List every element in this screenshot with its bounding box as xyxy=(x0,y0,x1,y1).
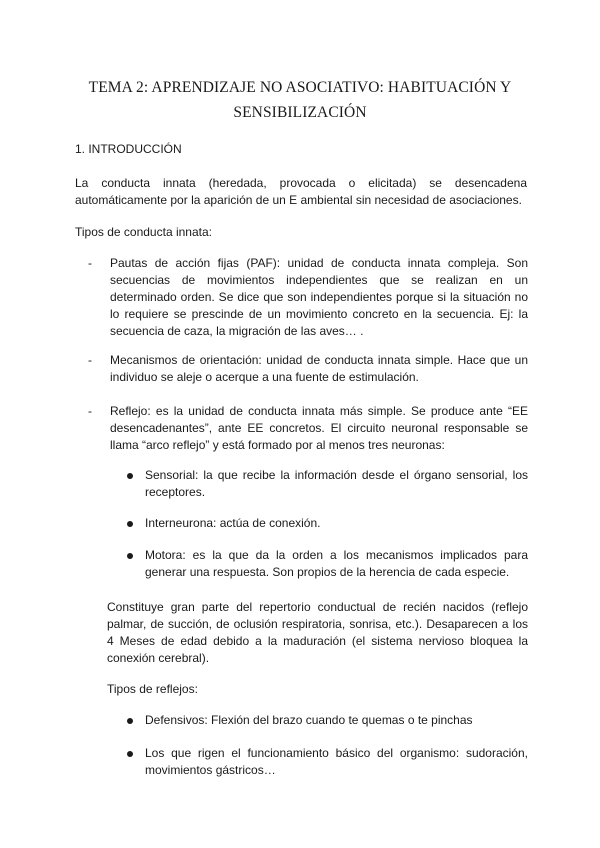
bullet-item-basic-functions xyxy=(127,745,528,779)
bullet-item-interneurona xyxy=(127,515,528,532)
dash-marker: - xyxy=(88,404,92,418)
list-item-reflex xyxy=(88,403,528,454)
list-item-orientation xyxy=(88,352,528,386)
title-line-2: SENSIBILIZACIÓN xyxy=(233,104,367,121)
bullet-icon xyxy=(127,521,133,527)
bullet-item-sensorial xyxy=(127,467,528,501)
list-item-text: Mecanismos de orientación: unidad de conducta innata simple. Hace que un individuo se aleje o acerque a una fuente de estimulación. xyxy=(110,353,528,384)
bullet-item-text: Interneurona: actúa de conexión. xyxy=(145,516,321,530)
intro-paragraph: La conducta innata (heredada, provocada o elicitada) se desencadena automáticamente por la aparición de un E ambiental sin necesidad de asociaciones. xyxy=(75,176,527,207)
dash-marker: - xyxy=(88,353,92,367)
bullet-icon xyxy=(127,718,133,724)
reflex-types-heading: Tipos de reflejos: xyxy=(107,682,198,696)
bullet-icon xyxy=(127,473,133,479)
title-line-1: TEMA 2: APRENDIZAJE NO ASOCIATIVO: HABITUACIÓN Y xyxy=(88,79,512,96)
bullet-icon xyxy=(127,553,133,559)
list-item-text: Pautas de acción fijas (PAF): unidad de conducta innata compleja. Son secuencias de movimientos independientes que se realizan en un determinado orden. Se dice que son independientes porque si la situación no lo requiere se prescinde de un movimiento concreto en la secuencia. Ej: la secuencia de caza, la migración de las aves… . xyxy=(110,256,528,338)
innate-types-heading: Tipos de conducta innata: xyxy=(75,225,212,239)
bullet-item-text: Los que rigen el funcionamiento básico del organismo: sudoración, movimientos gástricos… xyxy=(145,746,528,777)
list-item-paf xyxy=(88,255,528,340)
bullet-item-text: Defensivos: Flexión del brazo cuando te quemas o te pinchas xyxy=(145,713,473,727)
bullet-item-text: Motora: es la que da la orden a los mecanismos implicados para generar una respuesta. Son propios de la herencia de cada especie. xyxy=(145,548,528,579)
bullet-icon xyxy=(127,751,133,757)
document-title xyxy=(60,75,540,125)
newborn-paragraph: Constituye gran parte del repertorio conductual de recién nacidos (reflejo palmar, de succión, de oclusión respiratoria, sonrisa, etc.). Desaparecen a los 4 Meses de edad debido a la maduración (el sistema nervioso bloquea la conexión cerebral). xyxy=(107,600,528,665)
list-item-text: Reflejo: es la unidad de conducta innata más simple. Se produce ante “EE desencadenantes”, ante EE concretos. El circuito neuronal responsable se llama “arco reflejo” y está formado por al menos tres neuronas: xyxy=(110,404,528,452)
dash-marker: - xyxy=(88,256,92,270)
bullet-item-text: Sensorial: la que recibe la información desde el órgano sensorial, los receptores. xyxy=(145,468,528,499)
section-heading: 1. INTRODUCCIÓN xyxy=(75,142,182,156)
bullet-item-defensive xyxy=(127,712,528,729)
bullet-item-motora xyxy=(127,547,528,581)
